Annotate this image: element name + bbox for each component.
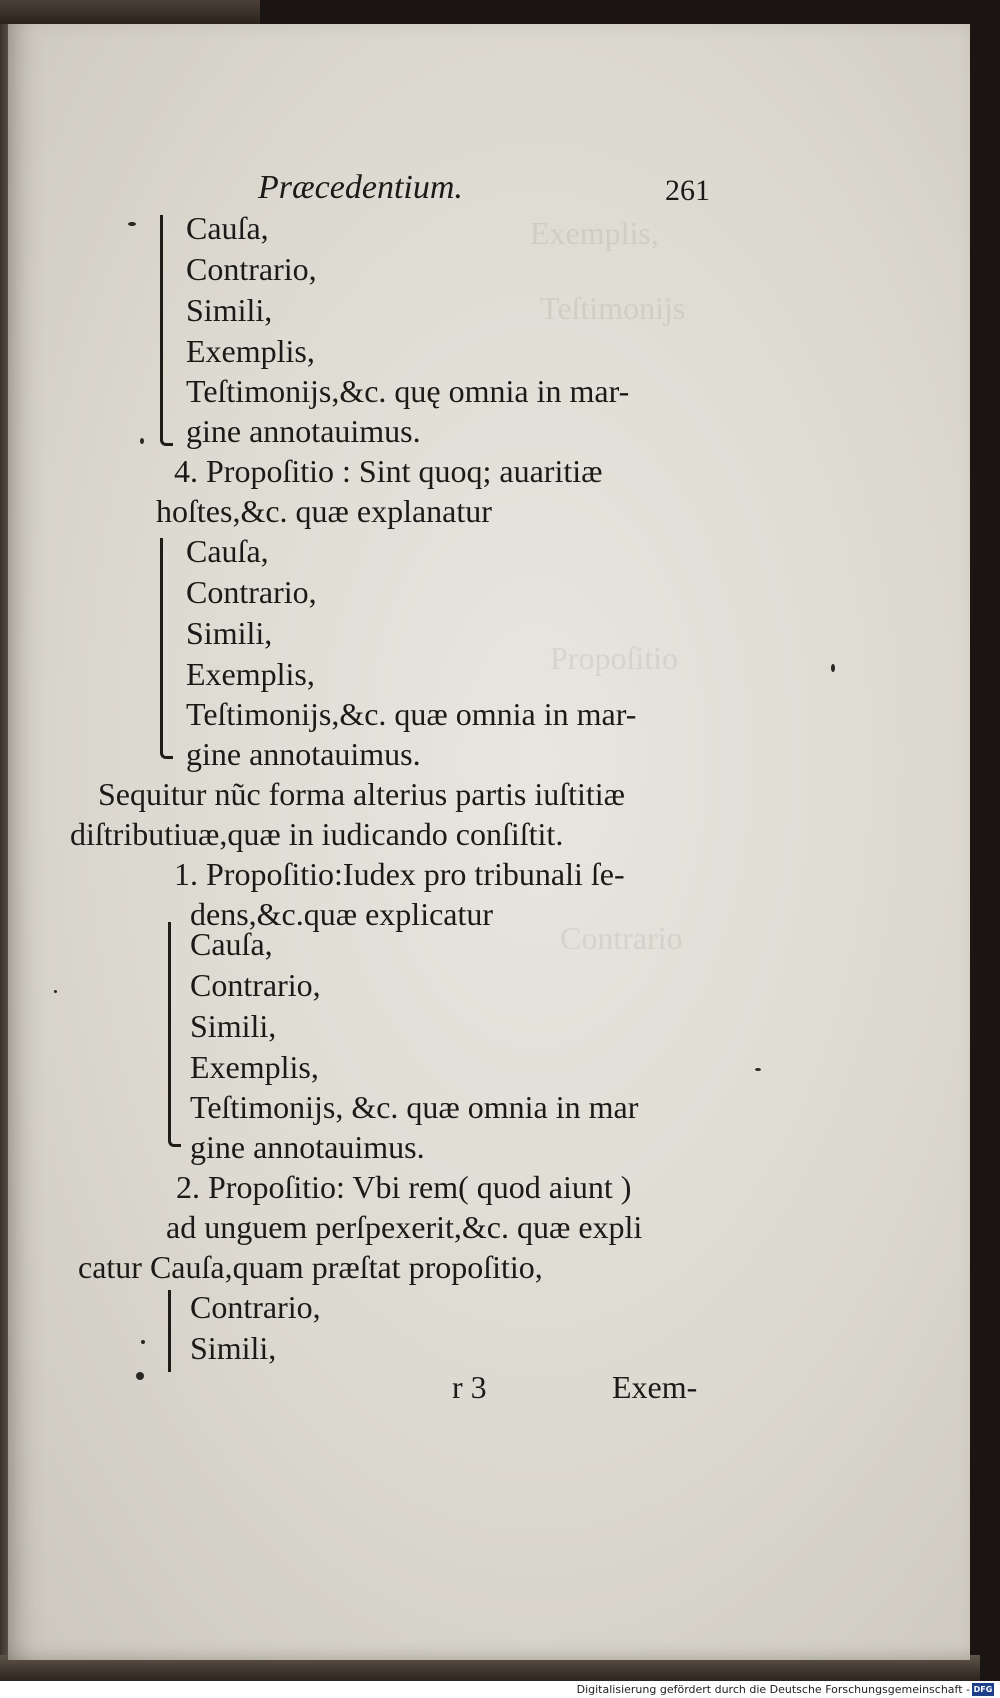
show-through: Exemplis, — [530, 215, 659, 251]
book-spine-top — [0, 0, 260, 24]
text-line: 4. Propoſitio : Sint quoq; auaritiæ — [174, 453, 603, 489]
text-line: ad unguem perſpexerit,&c. quæ expli — [166, 1209, 643, 1245]
text-line: gine annotauimus. — [186, 413, 421, 449]
funding-credit: Digitalisierung gefördert durch die Deutsche Forschungsgemeinschaft - — [576, 1683, 970, 1696]
text-line: Cauſa, — [186, 533, 269, 569]
brace-1-upper — [160, 215, 173, 405]
brace-2-upper — [160, 538, 173, 726]
text-line: Simili, — [190, 1008, 277, 1044]
text-line: 1. Propoſitio:Iudex pro tribunali ſe- — [174, 856, 625, 892]
dfg-logo: DFG — [973, 1685, 993, 1694]
page-number: 261 — [665, 174, 710, 207]
ink-spot — [140, 438, 144, 444]
text-line: Teſtimonijs, &c. quæ omnia in mar — [190, 1089, 639, 1125]
ink-spot — [128, 222, 136, 226]
text-line: gine annotauimus. — [186, 736, 421, 772]
running-head: Præcedentium. — [258, 169, 463, 206]
catchword: Exem- — [612, 1369, 698, 1405]
text-line: Simili, — [186, 292, 273, 328]
ink-spot — [755, 1068, 761, 1071]
text-line: Simili, — [190, 1330, 277, 1366]
ink-spot — [141, 1340, 145, 1344]
text-line: Contrario, — [186, 574, 317, 610]
brace-3-lower — [168, 1110, 181, 1147]
text-line: Cauſa, — [186, 210, 269, 246]
text-line: Teſtimonijs,&c. quę omnia in mar- — [186, 373, 630, 409]
ink-spot — [54, 990, 57, 993]
text-line: Exemplis, — [186, 333, 315, 369]
text-line: Contrario, — [190, 1289, 321, 1325]
text-line: diſtributiuæ,quæ in iudicando conſiſtit. — [70, 816, 564, 852]
text-line: Contrario, — [190, 967, 321, 1003]
brace-1-lower — [160, 405, 173, 446]
brace-4 — [168, 1290, 181, 1372]
show-through: Contrario — [560, 920, 683, 956]
text-line: Exemplis, — [190, 1049, 319, 1085]
show-through: Teſtimonijs — [540, 290, 686, 326]
text-line: Exemplis, — [186, 656, 315, 692]
ink-spot — [136, 1372, 144, 1380]
text-line: 2. Propoſitio: Vbi rem( quod aiunt ) — [176, 1169, 632, 1205]
text-line: hoſtes,&c. quæ explanatur — [156, 493, 492, 529]
text-line: Sequitur nũc forma alterius partis iuſtitiæ — [98, 776, 626, 812]
text-line: Simili, — [186, 615, 273, 651]
text-line: Teſtimonijs,&c. quæ omnia in mar- — [186, 696, 637, 732]
ink-spot — [831, 664, 835, 672]
text-line: gine annotauimus. — [190, 1129, 425, 1165]
text-line: Cauſa, — [190, 926, 273, 962]
signature-mark: r 3 — [452, 1369, 487, 1405]
text-line: dens,&c.quæ explicatur — [190, 896, 494, 932]
text-line: catur Cauſa,quam præſtat propoſitio, — [78, 1249, 543, 1285]
show-through: Propoſitio — [550, 640, 679, 676]
brace-2-lower — [160, 726, 173, 759]
brace-3-upper — [168, 922, 181, 1110]
text-line: Contrario, — [186, 251, 317, 287]
